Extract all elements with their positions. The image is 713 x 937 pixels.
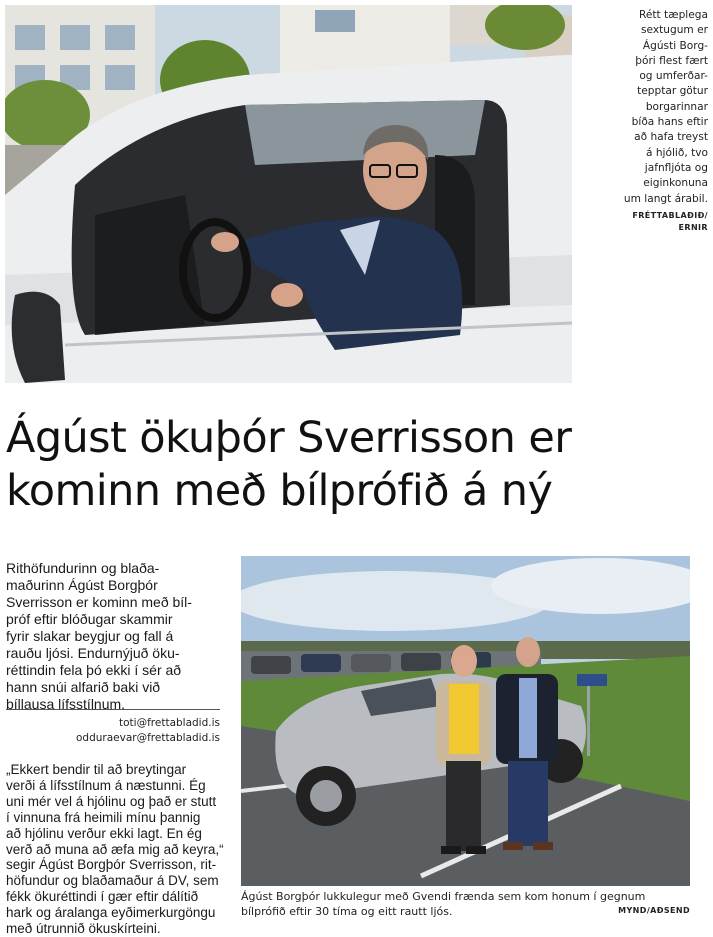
article-headline bbox=[6, 412, 711, 518]
photo-man-in-car bbox=[5, 5, 572, 383]
lead-line: Rithöfundurinn og blaða- bbox=[6, 560, 160, 576]
body-line: höfundur og blaðamaður á DV, sem bbox=[6, 873, 219, 889]
article-body bbox=[6, 762, 224, 937]
lead-line: bíllausa lífsstílnum. bbox=[6, 696, 126, 712]
photo-credit: MYND/AÐSEND bbox=[618, 906, 690, 915]
author-email: odduraevar@frettabladid.is bbox=[76, 732, 220, 744]
article-lead bbox=[6, 560, 232, 713]
caption-line: bíða hans eftir bbox=[631, 116, 708, 129]
caption-line: eiginkonuna bbox=[643, 177, 708, 190]
body-line: hark og áralanga eyðimerkurgöngu bbox=[6, 905, 216, 921]
credit-line: ERNIR bbox=[678, 222, 708, 232]
caption-line: tepptar götur bbox=[637, 85, 708, 98]
lead-line: próf eftir blóðugar skammir bbox=[6, 611, 173, 627]
body-line: með útrunnið ökuskírteini. bbox=[6, 921, 161, 937]
caption-line: borgarinnar bbox=[645, 100, 708, 113]
caption-line: jafnfljóta og bbox=[644, 161, 708, 174]
caption-line: bílprófið eftir 30 tíma og eitt rautt ljós. bbox=[241, 905, 453, 918]
body-line: að hjólinu verður ekki lagt. En ég bbox=[6, 825, 202, 841]
lead-line: rauðu ljósi. Endurnýjuð öku- bbox=[6, 645, 180, 661]
caption-line: þóri flest fært bbox=[635, 54, 708, 67]
headline-line-2: kominn með bílprófið á ný bbox=[6, 466, 553, 516]
lead-line: réttindin fela þó ekki í sér að bbox=[6, 662, 182, 678]
lead-line: Sverrisson er kominn með bíl- bbox=[6, 594, 192, 610]
body-line: verði á lífsstílnum á næstunni. Ég bbox=[6, 777, 206, 793]
caption-line: um langt árabil. bbox=[623, 192, 708, 205]
caption-line: að hafa treyst bbox=[634, 131, 708, 144]
lead-line: hann snúi alfarið baki við bbox=[6, 679, 161, 695]
caption-line: Ágúst Borgþór lukkulegur með Gvendi frænda sem kom honum í gegnum bbox=[241, 890, 646, 903]
caption-line: og umferðar- bbox=[639, 70, 708, 83]
author-email: toti@frettabladid.is bbox=[119, 717, 220, 729]
body-line: í vinnuna frá heimili mínu þannig bbox=[6, 809, 201, 825]
photo-two-men-by-car bbox=[241, 556, 690, 886]
body-line: verð að muna að æfa mig að keyra,“ bbox=[6, 841, 224, 857]
lead-line: fyrir slakar beygjur og fall á bbox=[6, 628, 174, 644]
body-line: fékk ökuréttindi í gær eftir dálítið bbox=[6, 889, 199, 905]
lead-line: maðurinn Ágúst Borgþór bbox=[6, 577, 158, 593]
photo-credit bbox=[580, 210, 708, 234]
body-line: uni mér vel á hjólinu og það er stutt bbox=[6, 793, 217, 809]
top-photo-caption bbox=[580, 8, 708, 234]
author-emails bbox=[6, 716, 220, 746]
caption-line: Rétt tæplega bbox=[638, 9, 708, 21]
body-line: „Ekkert bendir til að breytingar bbox=[6, 762, 187, 777]
divider bbox=[6, 709, 220, 710]
caption-line: sextugum er bbox=[641, 24, 708, 37]
caption-line: á hjólið, tvo bbox=[645, 146, 708, 159]
headline-line-1: Ágúst ökuþór Sverrisson er bbox=[6, 413, 572, 463]
body-line: segir Ágúst Borgþór Sverrisson, rit- bbox=[6, 857, 217, 873]
caption-line: Ágústi Borg- bbox=[642, 39, 708, 52]
credit-line: FRÉTTABLAÐIÐ/ bbox=[632, 210, 708, 220]
